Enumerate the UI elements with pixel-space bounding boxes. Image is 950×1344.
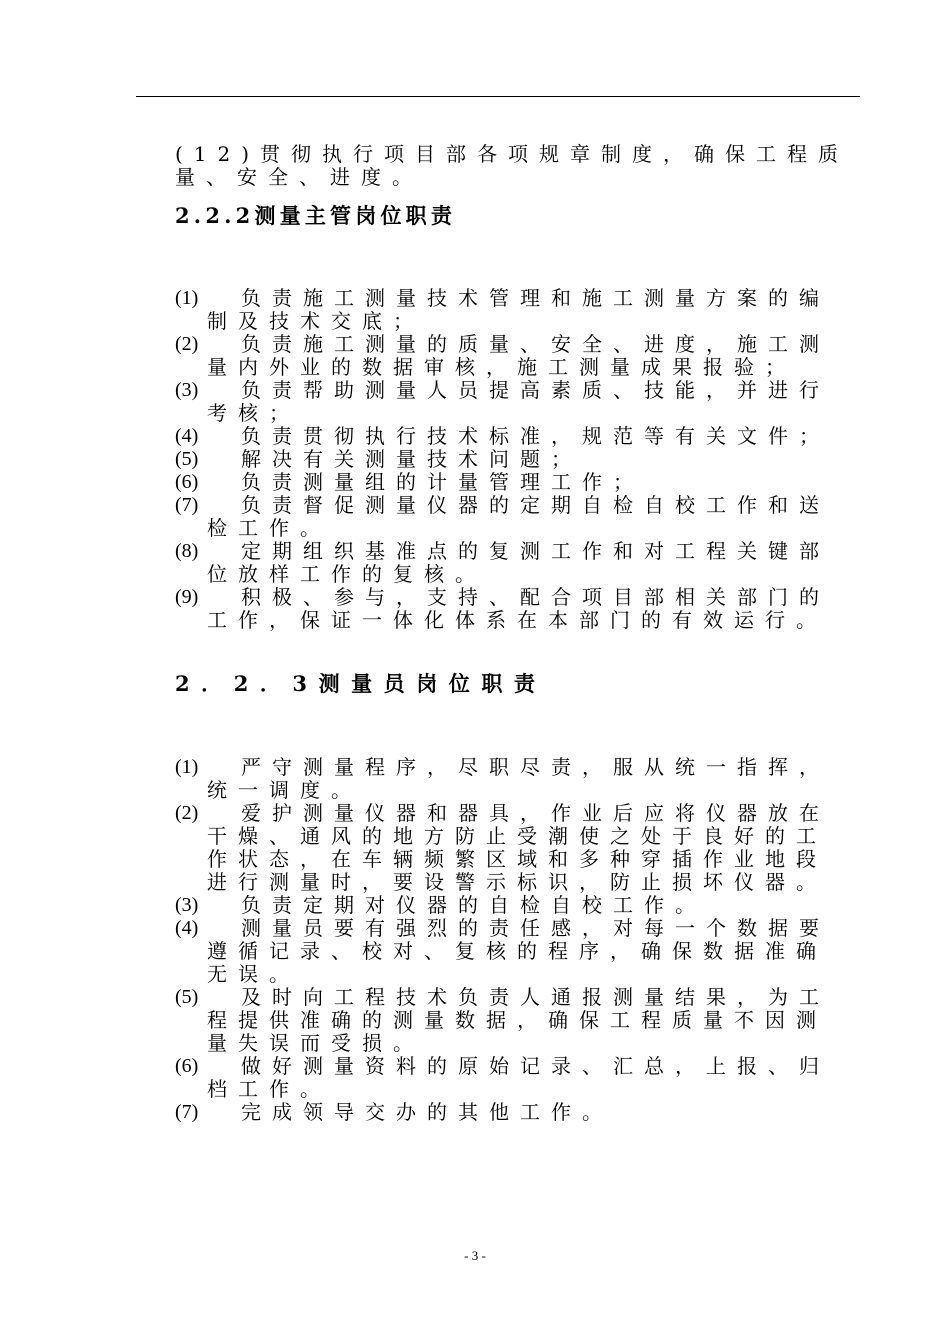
- item-text: 负责定期对仪器的自检自校工作。: [241, 893, 706, 917]
- item-text: 负责测量组的计量管理工作；: [241, 470, 644, 494]
- item-number: (6): [175, 471, 199, 493]
- section-heading-block: [175, 200, 850, 230]
- section-list-block: [175, 756, 850, 1124]
- item-text: 积极、参与，支持、配合项目部相关部门的工作，保证一体化体系在本部门的有效运行。: [207, 585, 830, 632]
- item-text: 及时向工程技术负责人通报测量结果，为工程提供准确的测量数据，确保工程质量不因测量失误而受损。: [207, 985, 830, 1055]
- item-number: (3): [175, 379, 199, 401]
- item-number: (7): [175, 494, 199, 516]
- list-item: [175, 333, 850, 379]
- section-heading-survey-supervisor: 2.2.2测量主管岗位职责: [175, 203, 457, 228]
- item-text: 测量员要有强烈的责任感，对每一个数据要遵循记录、校对、复核的程序，确保数据准确无误。: [207, 916, 830, 986]
- list-item: [175, 379, 850, 425]
- item-text: 解决有关测量技术问题；: [241, 447, 582, 471]
- list-item: [175, 494, 850, 540]
- item-number: (6): [175, 1055, 199, 1077]
- survey-supervisor-duties-list: [175, 287, 850, 632]
- item-text: 负责施工测量技术管理和施工测量方案的编制及技术交底；: [207, 286, 830, 333]
- list-item: [175, 448, 850, 471]
- list-item: [175, 756, 850, 802]
- item-number: (4): [175, 917, 199, 939]
- section-list-block: [175, 287, 850, 632]
- item-number: (7): [175, 1101, 199, 1123]
- item-number: (1): [175, 756, 199, 778]
- list-item: [175, 540, 850, 586]
- item-text: 严守测量程序，尽职尽责，服从统一指挥，统一调度。: [207, 755, 830, 802]
- item-text: 负责帮助测量人员提高素质、技能，并进行考核；: [207, 378, 830, 425]
- item-text: 负责督促测量仪器的定期自检自校工作和送检工作。: [207, 493, 830, 540]
- item-number: (3): [175, 894, 199, 916]
- intro-paragraph: (12)贯彻执行项目部各项规章制度，确保工程质量、安全、进度。: [175, 142, 850, 189]
- section-heading-block: [175, 668, 850, 698]
- item-number: (5): [175, 448, 199, 470]
- item-number: (4): [175, 425, 199, 447]
- item-text: 负责贯彻执行技术标准，规范等有关文件；: [241, 424, 830, 448]
- item-text: 爱护测量仪器和器具，作业后应将仪器放在干燥、通风的地方防止受潮使之处于良好的工作状态，在车辆频繁区域和多种穿插作业地段进行测量时，要设警示标识，防止损坏仪器。: [207, 801, 830, 894]
- header-rule: [136, 96, 860, 97]
- item-number: (2): [175, 802, 199, 824]
- list-item: [175, 1055, 850, 1101]
- list-item: [175, 586, 850, 632]
- item-number: (8): [175, 540, 199, 562]
- item-text: 做好测量资料的原始记录、汇总，上报、归档工作。: [207, 1054, 830, 1101]
- section-heading-surveyor: 2．2．3测量员岗位职责: [175, 671, 547, 696]
- item-number: (2): [175, 333, 199, 355]
- item-number: (1): [175, 287, 199, 309]
- item-number: (9): [175, 586, 199, 608]
- item-text: 完成领导交办的其他工作。: [241, 1100, 613, 1124]
- list-item: [175, 917, 850, 986]
- item-number: (5): [175, 986, 199, 1008]
- list-item: [175, 894, 850, 917]
- list-item: [175, 425, 850, 448]
- intro-paragraph-block: [175, 143, 850, 189]
- surveyor-duties-list: [175, 756, 850, 1124]
- list-item: [175, 287, 850, 333]
- list-item: [175, 471, 850, 494]
- item-text: 定期组织基准点的复测工作和对工程关键部位放样工作的复核。: [207, 539, 830, 586]
- page-number: - 3 -: [464, 1248, 486, 1263]
- list-item: [175, 1101, 850, 1124]
- list-item: [175, 802, 850, 894]
- item-text: 负责施工测量的质量、安全、进度，施工测量内外业的数据审核，施工测量成果报验；: [207, 332, 830, 379]
- list-item: [175, 986, 850, 1055]
